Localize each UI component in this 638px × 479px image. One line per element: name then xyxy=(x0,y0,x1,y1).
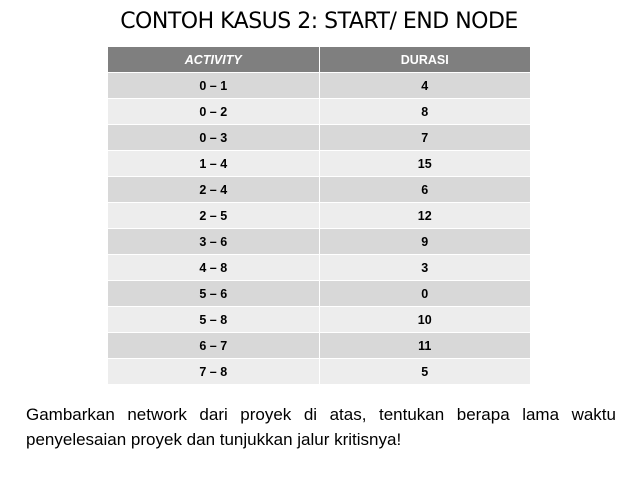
activity-cell: 0 – 1 xyxy=(108,73,319,99)
durasi-cell: 9 xyxy=(319,229,530,255)
activity-cell: 3 – 6 xyxy=(108,229,319,255)
activity-cell: 5 – 6 xyxy=(108,281,319,307)
activity-cell: 2 – 4 xyxy=(108,177,319,203)
table-row xyxy=(108,177,530,203)
durasi-cell: 0 xyxy=(319,281,530,307)
durasi-cell: 8 xyxy=(319,99,530,125)
table-row xyxy=(108,73,530,99)
table-row xyxy=(108,151,530,177)
column-header-durasi: DURASI xyxy=(319,47,530,73)
table-row xyxy=(108,333,530,359)
table-row xyxy=(108,307,530,333)
activity-cell: 7 – 8 xyxy=(108,359,319,385)
activity-cell: 5 – 8 xyxy=(108,307,319,333)
table-row xyxy=(108,99,530,125)
column-header-activity: ACTIVITY xyxy=(108,47,319,73)
activity-cell: 0 – 3 xyxy=(108,125,319,151)
durasi-cell: 7 xyxy=(319,125,530,151)
table-row xyxy=(108,229,530,255)
table-row xyxy=(108,359,530,385)
table-row xyxy=(108,281,530,307)
table-header-row xyxy=(108,47,530,73)
table-row xyxy=(108,203,530,229)
activity-cell: 0 – 2 xyxy=(108,99,319,125)
durasi-cell: 10 xyxy=(319,307,530,333)
activity-duration-table xyxy=(108,47,530,384)
durasi-cell: 3 xyxy=(319,255,530,281)
durasi-cell: 15 xyxy=(319,151,530,177)
slide-title: CONTOH KASUS 2: START/ END NODE xyxy=(120,9,518,34)
activity-cell: 1 – 4 xyxy=(108,151,319,177)
activity-cell: 2 – 5 xyxy=(108,203,319,229)
activity-cell: 6 – 7 xyxy=(108,333,319,359)
table-row xyxy=(108,255,530,281)
durasi-cell: 11 xyxy=(319,333,530,359)
durasi-cell: 12 xyxy=(319,203,530,229)
durasi-cell: 6 xyxy=(319,177,530,203)
durasi-cell: 5 xyxy=(319,359,530,385)
table-row xyxy=(108,125,530,151)
activity-cell: 4 – 8 xyxy=(108,255,319,281)
durasi-cell: 4 xyxy=(319,73,530,99)
instruction-text: Gambarkan network dari proyek di atas, tentukan berapa lama waktu penyelesaian proyek dan tunjukkan jalur kritisnya! xyxy=(26,405,616,449)
